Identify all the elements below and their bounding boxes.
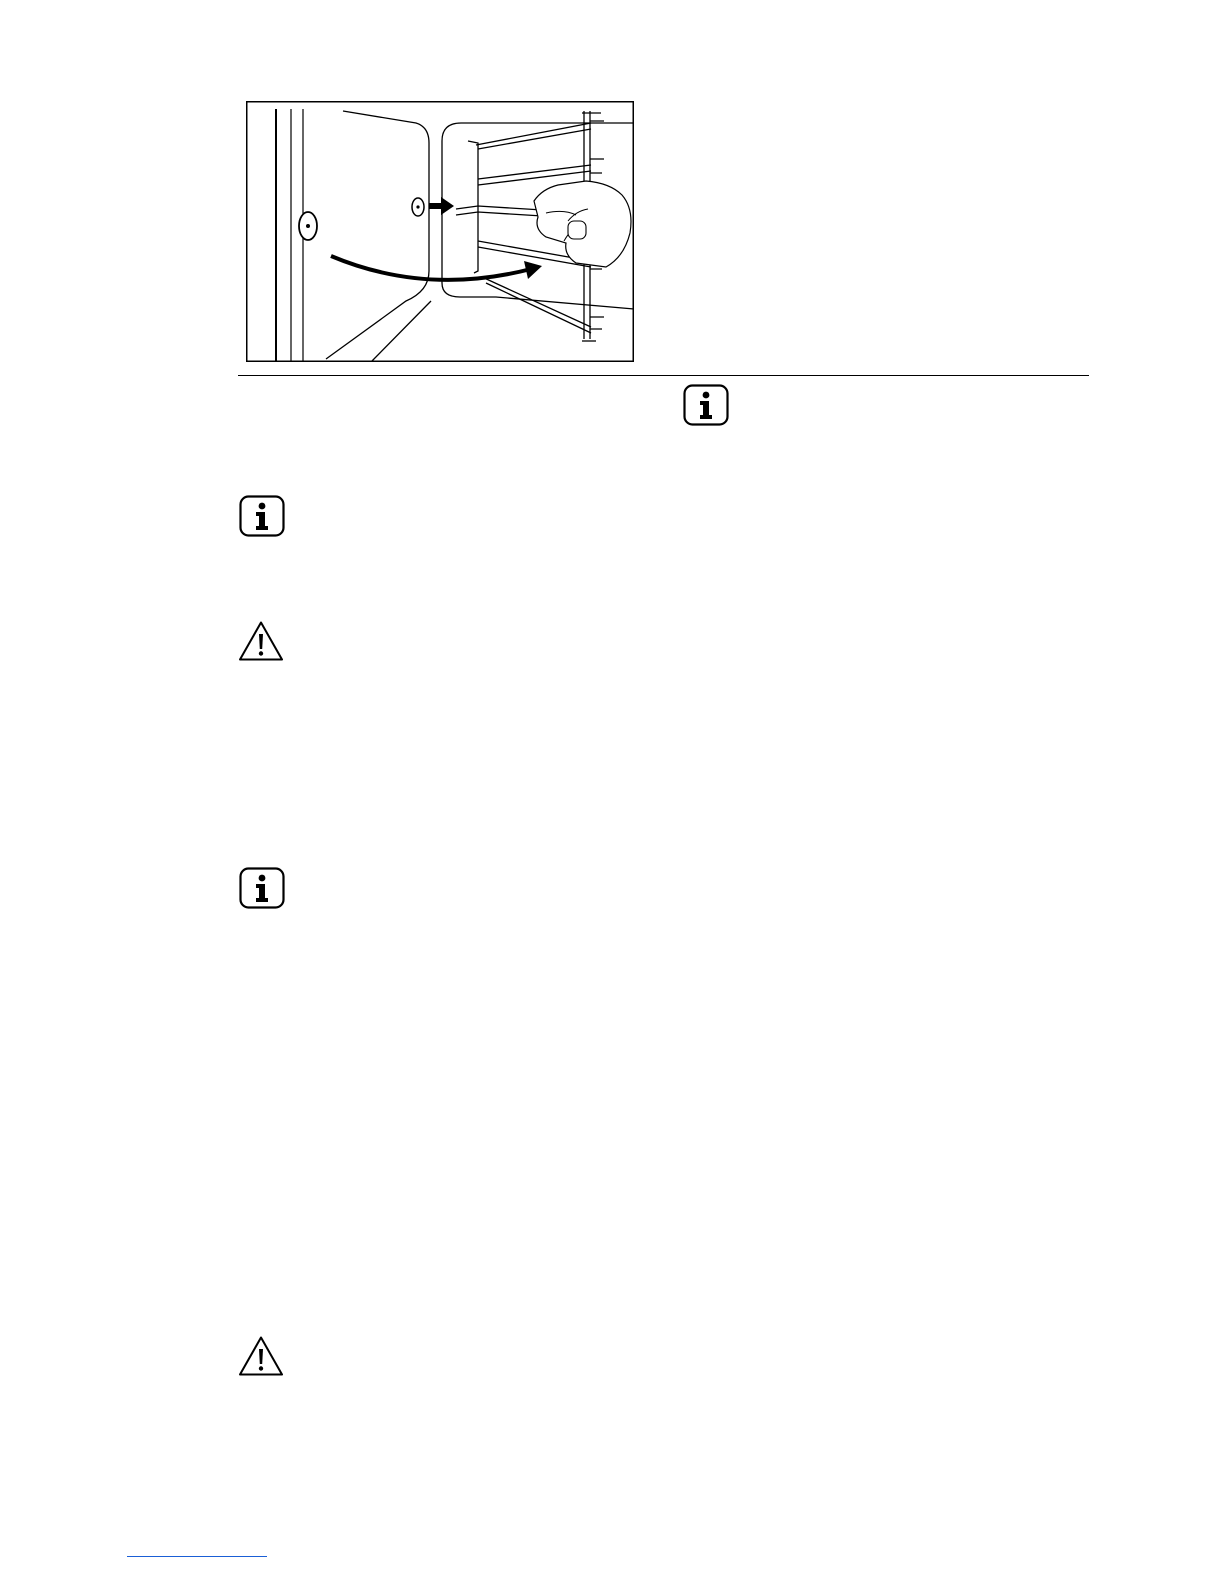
info-icon	[239, 867, 285, 909]
warning-icon	[238, 620, 284, 662]
info-icon	[239, 495, 285, 537]
oven-shelf-illustration	[246, 101, 634, 362]
warning-icon	[238, 1335, 284, 1377]
section-divider	[238, 375, 1089, 376]
footer-link-underline	[127, 1556, 267, 1557]
info-icon	[683, 384, 729, 426]
